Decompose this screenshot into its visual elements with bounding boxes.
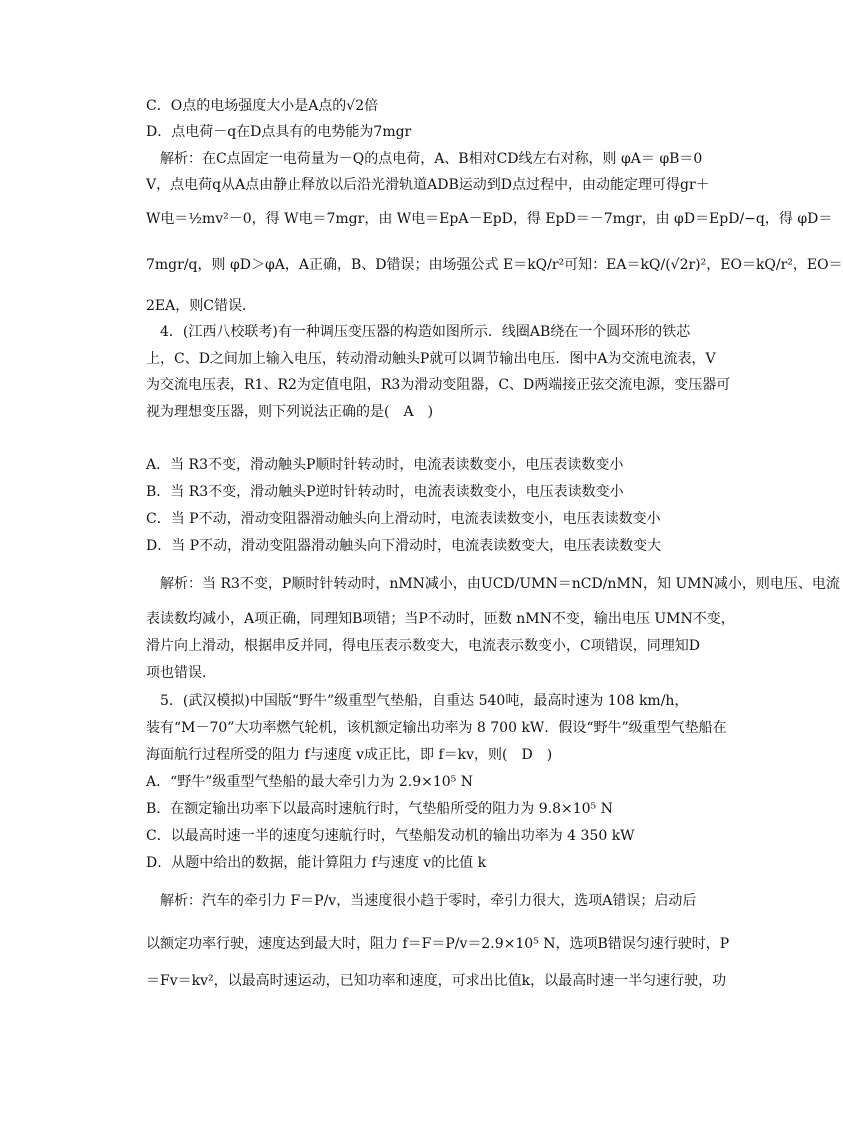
q5-option-a: A．“野牛”级重型气垫船的最大牵引力为 2.9×10⁵ N (146, 774, 473, 790)
q4-analysis-line: 表读数均减小，A项正确，同理知B项错；当P不动时，匝数 nMN不变，输出电压 UMN不变， (146, 611, 735, 627)
q4-option-a: A．当 R3不变，滑动触头P顺时针转动时，电流表读数变小，电压表读数变小 (146, 457, 624, 473)
q4-option-c: C．当 P不动，滑动变阻器滑动触头向上滑动时，电流表读数变小，电压表读数变小 (146, 511, 661, 527)
q4-analysis-line: 项也错误． (146, 665, 216, 681)
analysis-line: 7mgr/q，则 φD＞φA，A正确，B、D错误；由场强公式 E＝kQ/r²可知：EA＝kQ/(√2r)²，EO＝kQ/r²，EO＝ (146, 257, 843, 273)
q4-option-d: D．当 P不动，滑动变阻器滑动触头向下滑动时，电流表读数变大，电压表读数变大 (146, 538, 662, 554)
question-5-line: 海面航行过程所受的阻力 f与速度 v成正比，即 f＝kv，则( D ) (146, 747, 553, 763)
question-4-line: 4．(江西八校联考)有一种调压变压器的构造如图所示．线圈AB绕在一个圆环形的铁芯 (146, 324, 691, 340)
question-5-line: 装有“M－70”大功率燃气轮机，该机额定输出功率为 8 700 kW．假设“野牛”级重型气垫船在 (146, 720, 727, 736)
q5-option-c: C．以最高时速一半的速度匀速航行时，气垫船发动机的输出功率为 4 350 kW (146, 828, 635, 844)
analysis-line: 解析：在C点固定一电荷量为－Q的点电荷，A、B相对CD线左右对称，则 φA＝ φB＝0 (146, 151, 703, 167)
question-4-line: 为交流电压表，R1、R2为定值电阻，R3为滑动变阻器，C、D两端接正弦交流电源，变压器可 (146, 377, 731, 393)
option-d-line: D．点电荷－q在D点具有的电势能为7mgr (146, 124, 412, 140)
q4-analysis-line: 滑片向上滑动，根据串反并同，得电压表示数变大，电流表示数变小，C项错误，同理知D (146, 638, 700, 654)
q4-option-b: B．当 R3不变，滑动触头P逆时针转动时，电流表读数变小，电压表读数变小 (146, 484, 624, 500)
q5-analysis-line: ＝Fv＝kv²，以最高时速运动，已知功率和速度，可求出比值k，以最高时速一半匀速行驶，功 (146, 973, 727, 989)
analysis-line: V，点电荷q从A点由静止释放以后沿光滑轨道ADB运动到D点过程中，由动能定理可得gr＋ (146, 177, 710, 193)
option-c-line: C．O点的电场强度大小是A点的√2倍 (146, 98, 379, 114)
q5-analysis-line: 以额定功率行驶，速度达到最大时，阻力 f＝F＝P/v＝2.9×10⁵ N，选项B错误匀速行驶时，P (146, 936, 730, 952)
question-4-line: 视为理想变压器，则下列说法正确的是( A ) (146, 404, 434, 420)
q5-option-b: B．在额定输出功率下以最高时速航行时，气垫船所受的阻力为 9.8×10⁵ N (146, 801, 613, 817)
analysis-line: W电＝½mv²－0，得 W电＝7mgr，由 W电＝EpA－EpD，得 EpD＝－7mgr，由 φD＝EpD/−q，得 φD＝ (146, 211, 833, 227)
question-5-line: 5．(武汉模拟)中国版“野牛”级重型气垫船，自重达 540吨，最高时速为 108 km/h， (146, 693, 689, 709)
question-4-line: 上，C、D之间加上输入电压，转动滑动触头P就可以调节输出电压．图中A为交流电流表，V (146, 351, 716, 367)
q5-option-d: D．从题中给出的数据，能计算阻力 f与速度 v的比值 k (146, 855, 487, 871)
analysis-line: 2EA，则C错误． (146, 298, 256, 314)
q5-analysis-line: 解析：汽车的牵引力 F＝P/v，当速度很小趋于零时，牵引力很大，选项A错误；启动后 (146, 893, 697, 909)
q4-analysis-line: 解析：当 R3不变，P顺时针转动时，nMN减小，由UCD/UMN＝nCD/nMN，知 UMN减小，则电压、电流 (146, 576, 840, 592)
